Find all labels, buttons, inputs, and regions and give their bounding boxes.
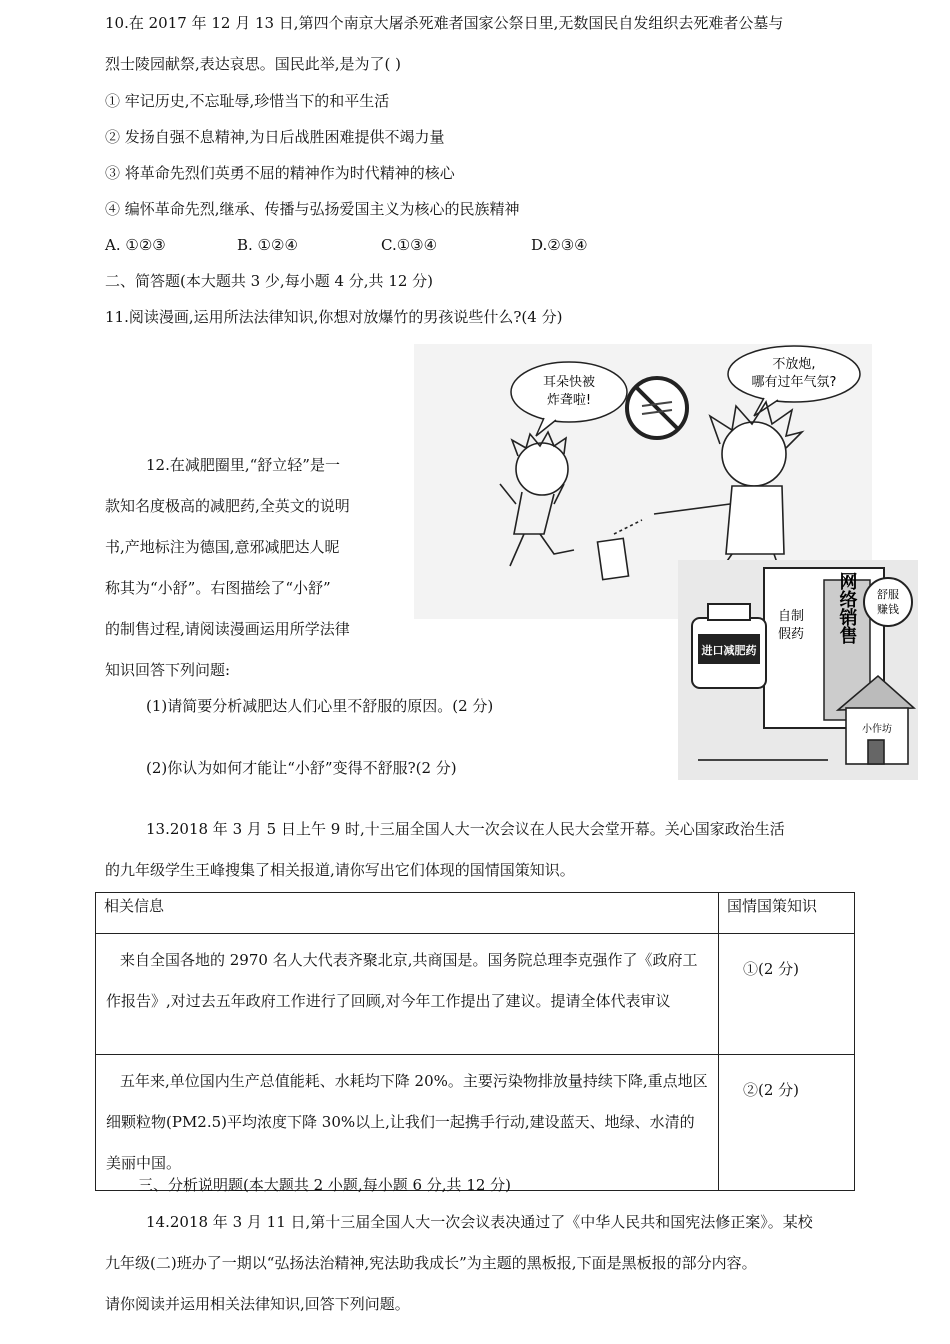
bubble-left-line1: 耳朵快被: [542, 375, 596, 390]
row1-info: 来自全国各地的 2970 名人大代表齐聚北京,共商国是。国务院总理李克强作了《政府工作报告》,对过去五年政府工作进行了回顾,对今年工作提出了建议。提请全体代表审议: [96, 934, 719, 1055]
q10-item-4: ④ 编怀革命先烈,继承、传播与弘扬爱国主义为核心的民族精神: [105, 200, 520, 218]
bubble-right-line2: 哪有过年气氛?: [751, 375, 837, 390]
bubble-left-line2: 炸聋啦!: [546, 393, 592, 408]
q12-sub2: (2)你认为如何才能让“小舒”变得不舒服?(2 分): [146, 759, 457, 777]
q12-line3: 书,产地标注为德国,意邪减肥达人昵: [105, 538, 340, 556]
header-info: 相关信息: [96, 893, 719, 934]
q12-line4: 称其为“小舒”。右图描绘了“小舒”: [105, 579, 331, 597]
money-badge: [864, 578, 912, 626]
q14-line2: 九年级(二)班办了一期以“弘扬法治精神,宪法助我成长”为主题的黑板报,下面是黑板报的部分内容。: [105, 1254, 757, 1272]
national-policy-table: [95, 892, 855, 1191]
row1-answer: ①(2 分): [719, 934, 855, 1055]
q14-line1: 14.2018 年 3 月 11 日,第十三届全国人大一次会议表决通过了《中华人民共和国宪法修正案》。某校: [146, 1213, 813, 1231]
workshop-label: 小作坊: [862, 724, 892, 735]
row2-answer: ②(2 分): [719, 1055, 855, 1191]
sign-self-made: 自制: [778, 609, 805, 624]
q10-option-c: C.①③④: [381, 236, 438, 254]
q12-line2: 款知名度极高的减肥药,全英文的说明: [105, 497, 350, 515]
q13-line1: 13.2018 年 3 月 5 日上午 9 时,十三届全国人大一次会议在人民大会堂开幕。关心国家政治生活: [146, 820, 785, 838]
table-row: [96, 934, 855, 1055]
q12-line6: 知识回答下列问题:: [105, 661, 231, 679]
q10-stem-line2: 烈士陵园献祭,表达哀思。国民此举,是为了( ): [105, 55, 402, 73]
q10-option-b: B. ①②④: [237, 236, 298, 254]
section3-heading: 三、分析说明题(本大题共 2 小题,每小题 6 分,共 12 分): [138, 1176, 512, 1194]
badge-line2: 赚钱: [877, 603, 899, 616]
q10-item-3: ③ 将革命先烈们英勇不屈的精神作为时代精神的核心: [105, 164, 455, 182]
table-row: [96, 1055, 855, 1191]
q14-line3: 请你阅读并运用相关法律知识,回答下列问题。: [105, 1295, 410, 1313]
q11-stem: 11.阅读漫画,运用所法法律知识,你想对放爆竹的男孩说些什么?(4 分): [105, 308, 563, 326]
q13-line2: 的九年级学生王峰搜集了相关报道,请你写出它们体现的国情国策知识。: [105, 861, 575, 879]
header-knowledge: 国情国策知识: [719, 893, 855, 934]
q10-stem-line1: 10.在 2017 年 12 月 13 日,第四个南京大屠杀死难者国家公祭日里,无数国民自发组织去死难者公墓与: [105, 14, 784, 32]
bubble-right-line1: 不放炮,: [772, 357, 816, 372]
section2-heading: 二、简答题(本大题共 3 少,每小题 4 分,共 12 分): [105, 272, 434, 290]
no-firecracker-icon: [627, 378, 687, 438]
fake-diet-pill-cartoon: [678, 560, 918, 780]
q12-line1: 12.在减肥圈里,“舒立轻”是一: [146, 456, 340, 474]
sign-network-sales: 网络销售: [836, 572, 858, 644]
sign-fake-drug: 假药: [778, 627, 805, 642]
table-header-row: [96, 893, 855, 934]
q10-option-d: D.②③④: [531, 236, 588, 254]
bottle-label: 进口减肥药: [701, 644, 757, 657]
diet-pill-drawing: [678, 560, 918, 780]
q10-item-1: ① 牢记历史,不忘耻辱,珍惜当下的和平生活: [105, 92, 390, 110]
row2-info: 五年来,单位国内生产总值能耗、水耗均下降 20%。主要污染物排放量持续下降,重点地区细颗粒物(PM2.5)平均浓度下降 30%以上,让我们一起携手行动,建设蓝天、地绿、水清的美丽中国。: [96, 1055, 719, 1191]
q10-option-a: A. ①②③: [105, 236, 166, 254]
q12-sub1: (1)请简要分析减肥达人们心里不舒服的原因。(2 分): [146, 697, 494, 715]
q10-item-2: ② 发扬自强不息精神,为日后战胜困难提供不竭力量: [105, 128, 445, 146]
badge-line1: 舒服: [877, 588, 899, 601]
q12-line5: 的制售过程,请阅读漫画运用所学法律: [105, 620, 350, 638]
